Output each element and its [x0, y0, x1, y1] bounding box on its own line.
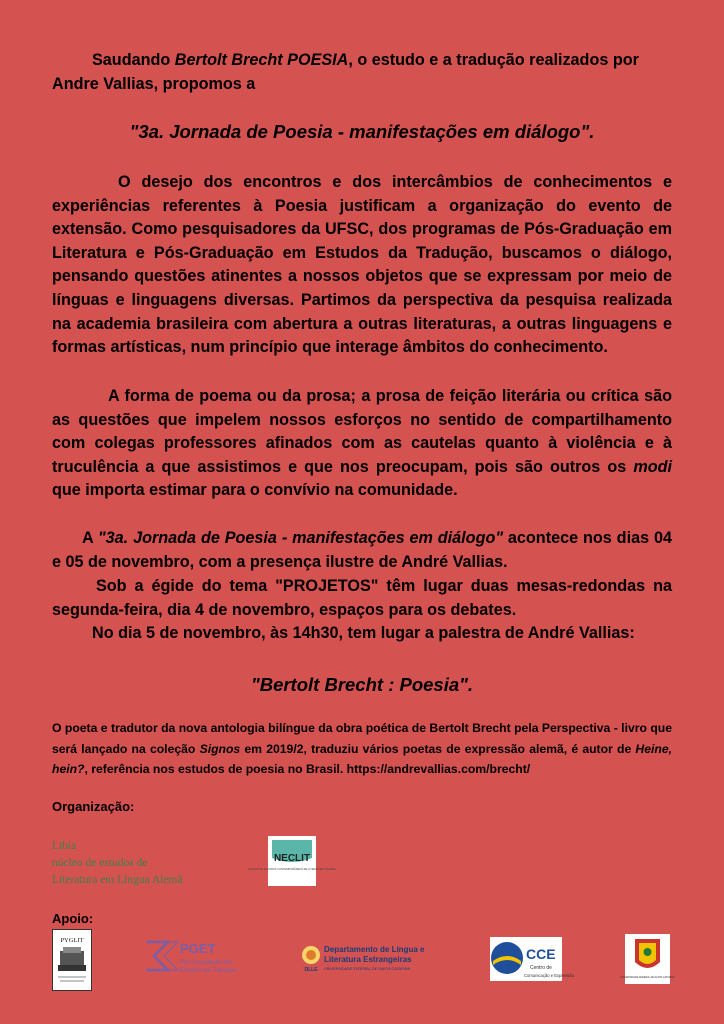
bio-text-1: O poeta e tradutor da nova antologia bilíngue da obra poética de Bertolt Brecht pela Perspectiva - livro que será lançado na coleção [52, 721, 672, 756]
author-bio [52, 718, 672, 780]
cce-logo-graphic [490, 937, 575, 981]
libia-line-2: núcleo de estudos de [52, 857, 148, 869]
libia-line-3: Literatura em Língua Alemã [52, 874, 183, 886]
heine-book: Heine, hein? [52, 741, 672, 776]
paragraph-2-end: que importa estimar para o convívio na comunidade. [52, 481, 458, 500]
dlle-title-2: Literatura Estrangeiras [324, 955, 412, 964]
dlle-abbr: DLLE [304, 967, 318, 973]
pyglit-logo [52, 929, 92, 991]
intro-text-start: Saudando [92, 51, 175, 69]
book-title: Bertolt Brecht POESIA [174, 51, 349, 69]
neclit-logo-text: NECLIT [273, 853, 311, 864]
paragraph-3-end: acontece nos dias 04 e 05 de novembro, com a presença ilustre de André Vallias. [52, 529, 672, 571]
bio-text-3: , referência nos estudos de poesia no Brasil. [84, 762, 347, 776]
signos-collection: Signos [199, 741, 241, 756]
paragraph-2-start: A forma de poema ou da prosa; a prosa de feição literária ou crítica são as questões que impelem nossos esforços no sentido de compartilhamento com colegas professores afinados com as cautelas quanto à violência e à truculência a que assistimos e que nos preocupam, pois são outros os [52, 387, 672, 476]
paragraph-3-start: A [82, 529, 98, 547]
dlle-logo [300, 942, 432, 974]
pget-logo-sub-2: Estudos da Tradução [180, 968, 237, 974]
bio-text-2: em 2019/2, traduziu vários poetas de expressão alemã, é autor de [240, 741, 636, 756]
ufsc-logo-sub: UNIVERSIDADE FEDERAL DE SANTA CATARINA [620, 976, 675, 979]
apoio-label: Apoio: [52, 911, 94, 926]
paragraph-4: Sob a égide do tema "PROJETOS" têm lugar duas mesas-redondas na segunda-feira, dia 4 de novembro, espaços para os debates. [52, 577, 672, 619]
cce-logo-sub-1: Centro de [530, 965, 552, 971]
dlle-logo-graphic [300, 942, 432, 974]
neclit-logo-sub: NÚCLEO DE ESTUDOS CONTEMPORÂNEOS DE LITERATURA ITALIANA [248, 868, 336, 871]
intro-text-end: , o estudo e a tradução realizados por Andre Vallias, propomos a [52, 51, 639, 93]
event-name-inline: "3a. Jornada de Poesia - manifestações em diálogo" [98, 529, 504, 547]
pget-logo-graphic [142, 936, 260, 978]
neclit-logo-graphic [248, 836, 336, 886]
website-link[interactable]: https://andrevallias.com/brecht/ [346, 762, 531, 776]
libia-line-1: Libia [52, 840, 77, 852]
neclit-logo [248, 836, 336, 886]
pget-logo-sub-1: Pós-Graduação em [180, 960, 233, 966]
lecture-title: "Bertolt Brecht : Poesia". [250, 674, 474, 695]
cce-logo-sub-2: Comunicação e Expressão [524, 973, 575, 978]
dlle-title-1: Departamento de Língua e [324, 945, 425, 954]
event-title: "3a. Jornada de Poesia - manifestações em diálogo". [129, 121, 595, 142]
cce-logo [490, 937, 575, 981]
pyglit-logo-text: PYGLIT [60, 937, 84, 944]
ufsc-logo-graphic [620, 934, 675, 984]
pyglit-logo-graphic [52, 929, 92, 991]
paragraph-2 [52, 385, 672, 503]
paragraph-3 [52, 527, 672, 574]
ufsc-logo [620, 934, 675, 984]
pget-logo-text: PGET [180, 941, 216, 956]
pget-logo [142, 936, 260, 978]
intro-paragraph [52, 49, 672, 96]
libia-text-logo [52, 838, 183, 889]
paragraph-5: No dia 5 de novembro, às 14h30, tem lugar a palestra de André Vallias: [92, 624, 635, 642]
modi-word: modi [633, 457, 672, 476]
cce-logo-text: CCE [526, 946, 556, 962]
organizacao-label: Organização: [52, 799, 135, 814]
paragraph-1: O desejo dos encontros e dos intercâmbios de conhecimentos e experiências referentes à Poesia justificam a organização do evento de extensão. Como pesquisadores da UFSC, dos programas de Pós-Graduação em Literatura e Pós-Graduação em Estudos da Tradução, buscamos o diálogo, pensando questões atinentes a nossos objetos que se expressam por meio de línguas e linguagens diversas. Partimos da perspectiva da pesquisa realizada na academia brasileira com abertura a outras literaturas, a outras linguagens e formas artísticas, num princípio que interage âmbitos do conhecimento. [52, 173, 672, 357]
dlle-sub: UNIVERSIDADE FEDERAL DE SANTA CATARINA [324, 967, 411, 971]
